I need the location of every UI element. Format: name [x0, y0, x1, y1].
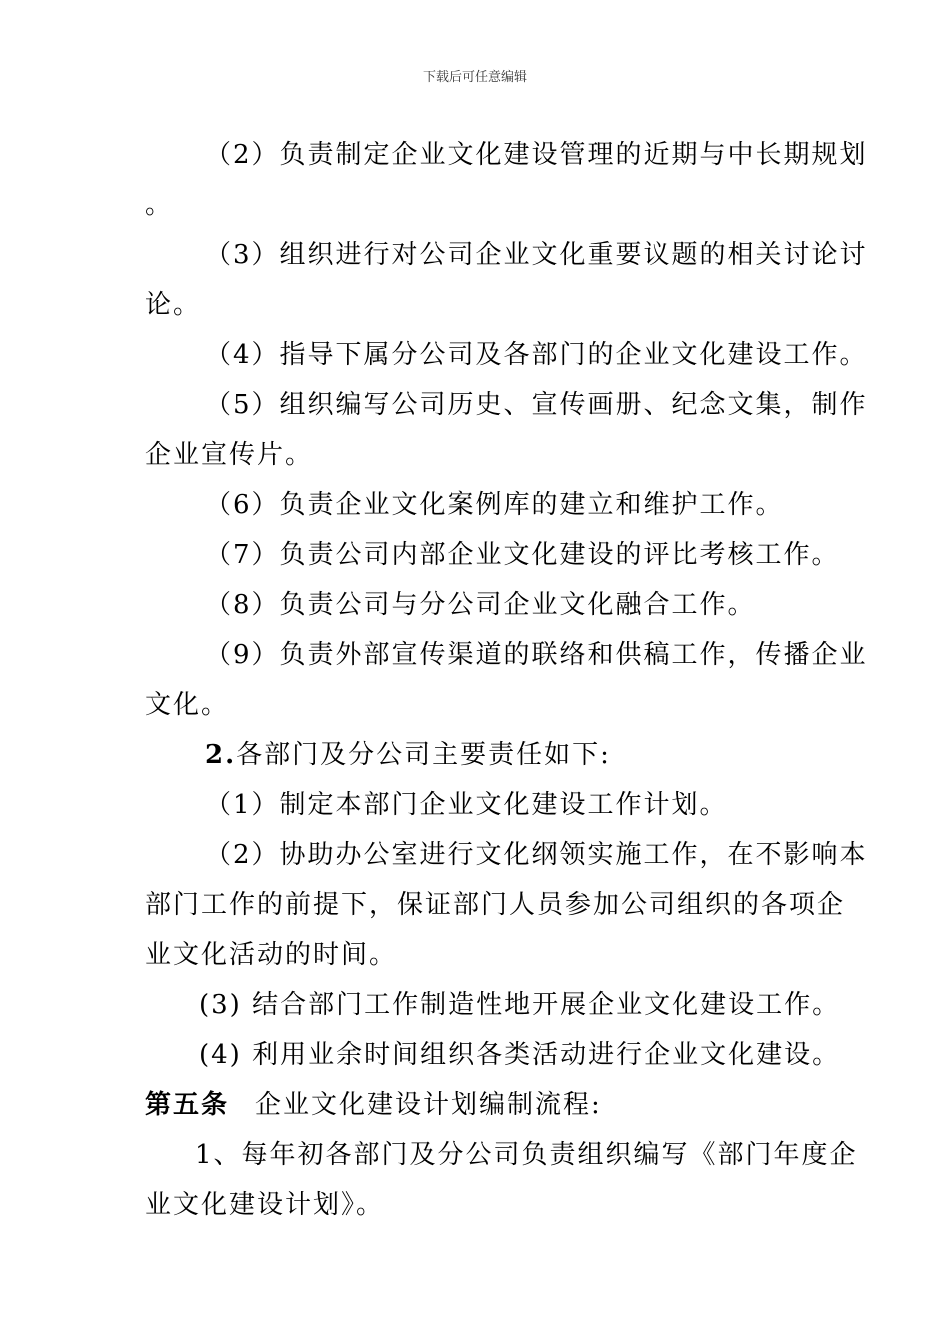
paragraph-line: 部门工作的前提下，保证部门人员参加公司组织的各项企	[145, 890, 846, 920]
paragraph-line: （9）负责外部宣传渠道的联络和供稿工作，传播企业	[205, 640, 868, 670]
article-title: 企业文化建设计划编制流程:	[255, 1090, 602, 1120]
paragraph-line: （2）协助办公室进行文化纲领实施工作，在不影响本	[205, 840, 868, 870]
paragraph-line: （3）组织进行对公司企业文化重要议题的相关讨论讨	[205, 240, 868, 270]
paragraph-line: （5）组织编写公司历史、宣传画册、纪念文集，制作	[205, 390, 868, 420]
paragraph-line: 企业宣传片。	[145, 440, 314, 470]
paragraph-line: 业文化活动的时间。	[145, 940, 398, 970]
paragraph-line: 文化。	[145, 690, 230, 720]
paragraph-line: （4）指导下属分公司及各部门的企业文化建设工作。	[205, 340, 868, 370]
paragraph-line: 业文化建设计划》。	[145, 1190, 385, 1220]
section-number: 2.	[205, 740, 237, 770]
section-title: 各部门及分公司主要责任如下:	[236, 740, 611, 770]
paragraph-line: (4) 利用业余时间组织各类活动进行企业文化建设。	[199, 1040, 841, 1070]
section-heading	[145, 730, 805, 780]
article-heading	[145, 1080, 805, 1130]
paragraph-line: （7）负责公司内部企业文化建设的评比考核工作。	[205, 540, 840, 570]
paragraph-line: 。	[145, 190, 174, 220]
paragraph-line: （6）负责企业文化案例库的建立和维护工作。	[205, 490, 784, 520]
paragraph-line: 论。	[145, 290, 202, 320]
paragraph-line: （2）负责制定企业文化建设管理的近期与中长期规划	[205, 140, 868, 170]
document-body	[145, 130, 868, 1230]
paragraph-line: 1、每年初各部门及分公司负责组织编写《部门年度企	[195, 1140, 858, 1170]
paragraph-line: (3) 结合部门工作制造性地开展企业文化建设工作。	[199, 990, 841, 1020]
page-header: 下载后可任意编辑	[422, 70, 527, 85]
paragraph-line: （8）负责公司与分公司企业文化融合工作。	[205, 590, 756, 620]
article-label: 第五条	[145, 1090, 230, 1120]
paragraph-line: （1）制定本部门企业文化建设工作计划。	[205, 790, 728, 820]
